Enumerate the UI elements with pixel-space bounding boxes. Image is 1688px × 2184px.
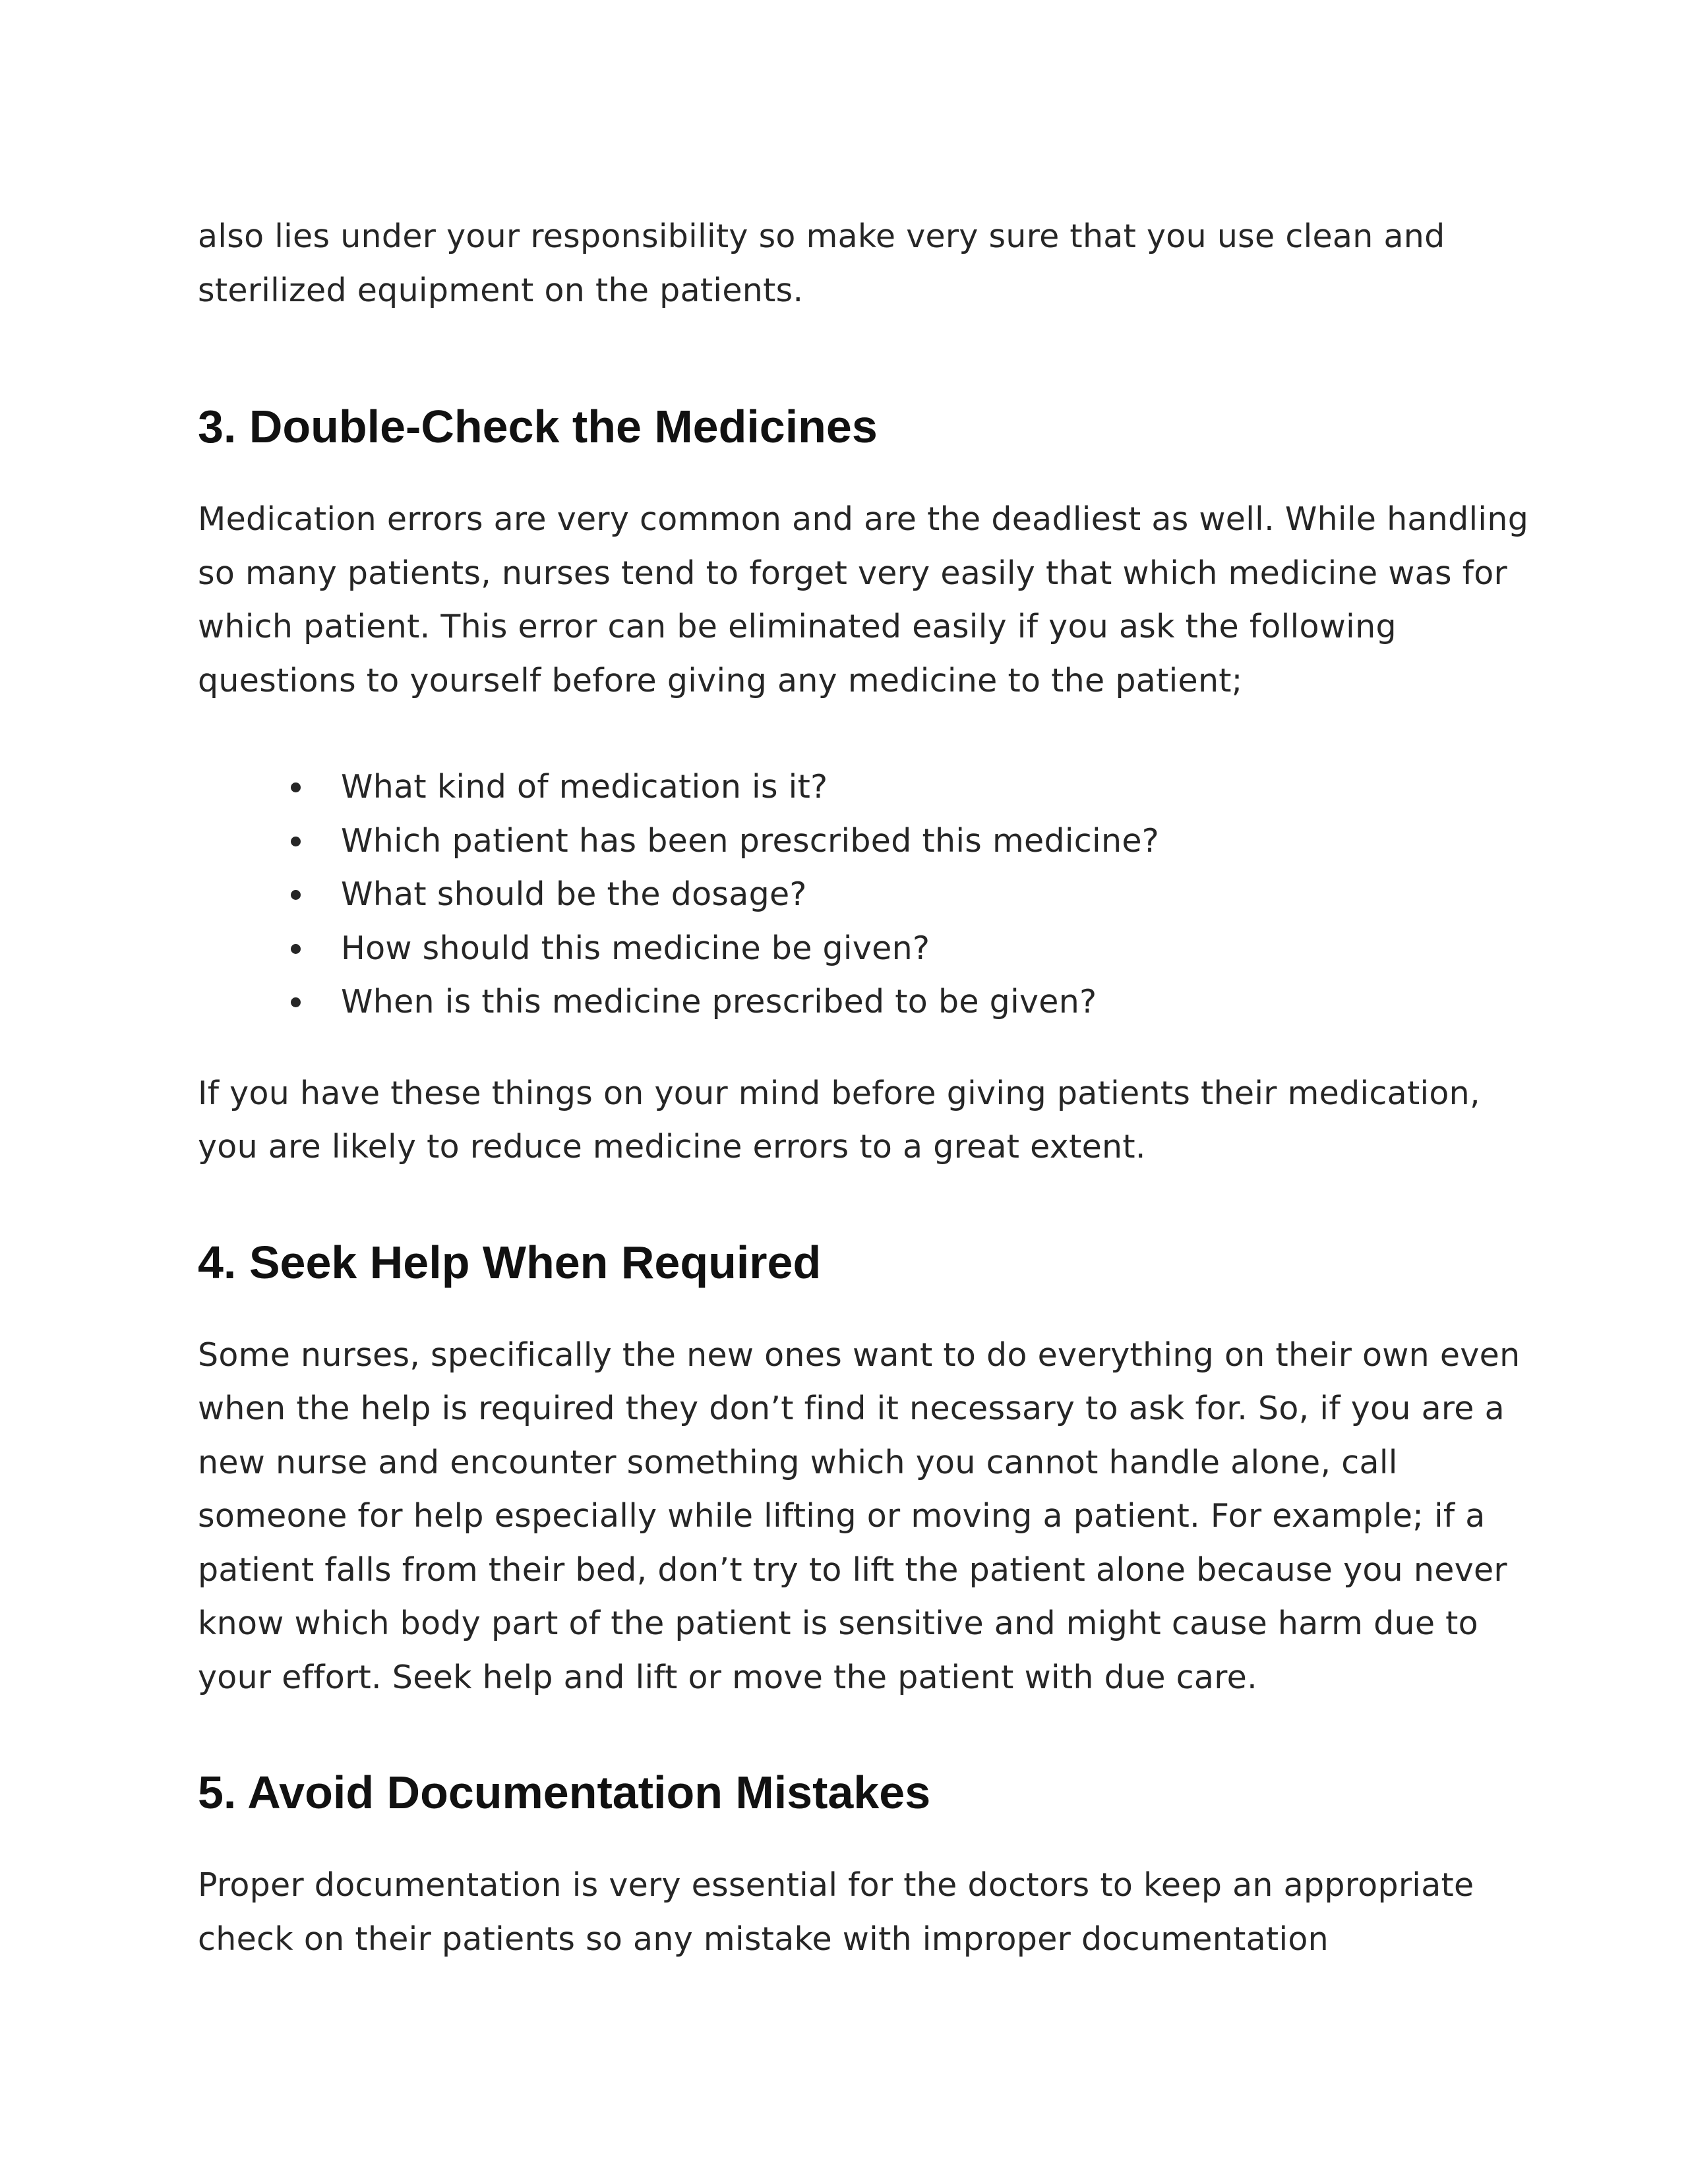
list-item <box>198 868 1530 922</box>
section-5-paragraph: Proper documentation is very essential for the doctors to keep an appropriate check on their patients so any mistake with improper documentation <box>198 1866 1474 1958</box>
section-3-closing-paragraph: If you have these things on your mind before giving patients their medication, you are likely to reduce medicine errors to a great extent. <box>198 1074 1480 1166</box>
list-item <box>198 760 1530 814</box>
list-item-text: How should this medicine be given? <box>341 929 930 967</box>
bullet-icon <box>291 997 301 1007</box>
bullet-icon <box>291 782 301 792</box>
bullet-icon <box>291 837 301 846</box>
list-item-text: When is this medicine prescribed to be given? <box>341 983 1097 1020</box>
intro-paragraph: also lies under your responsibility so make very sure that you use clean and sterilized equipment on the patients. <box>198 218 1445 309</box>
section-5-heading: 5. Avoid Documentation Mistakes <box>198 1767 931 1818</box>
list-item <box>198 975 1530 1029</box>
list-item <box>198 814 1530 868</box>
list-item-text: What kind of medication is it? <box>341 768 828 806</box>
medication-questions-list <box>198 760 1530 1029</box>
section-3-paragraph: Medication errors are very common and are the deadliest as well. While handling so many patients, nurses tend to forget very easily that which medicine was for which patient. This error can be eliminated easily if you ask the following questions to yourself before giving any medicine to the patient; <box>198 500 1529 699</box>
section-3-heading: 3. Double-Check the Medicines <box>198 401 878 452</box>
list-item-text: What should be the dosage? <box>341 875 807 913</box>
list-item-text: Which patient has been prescribed this medicine? <box>341 821 1160 860</box>
bullet-icon <box>291 890 301 900</box>
bullet-icon <box>291 944 301 954</box>
section-4-heading: 4. Seek Help When Required <box>198 1236 822 1288</box>
section-4-paragraph: Some nurses, specifically the new ones want to do everything on their own even when the help is required they don’t find it necessary to ask for. So, if you are a new nurse and encounter something which you cannot handle alone, call someone for help especially while lifting or moving a patient. For example; if a patient falls from their bed, don’t try to lift the patient alone because you never know which body part of the patient is sensitive and might cause harm due to your effort. Seek help and lift or move the patient with due care. <box>198 1336 1521 1696</box>
list-item <box>198 922 1530 976</box>
document-body <box>198 210 1530 1966</box>
